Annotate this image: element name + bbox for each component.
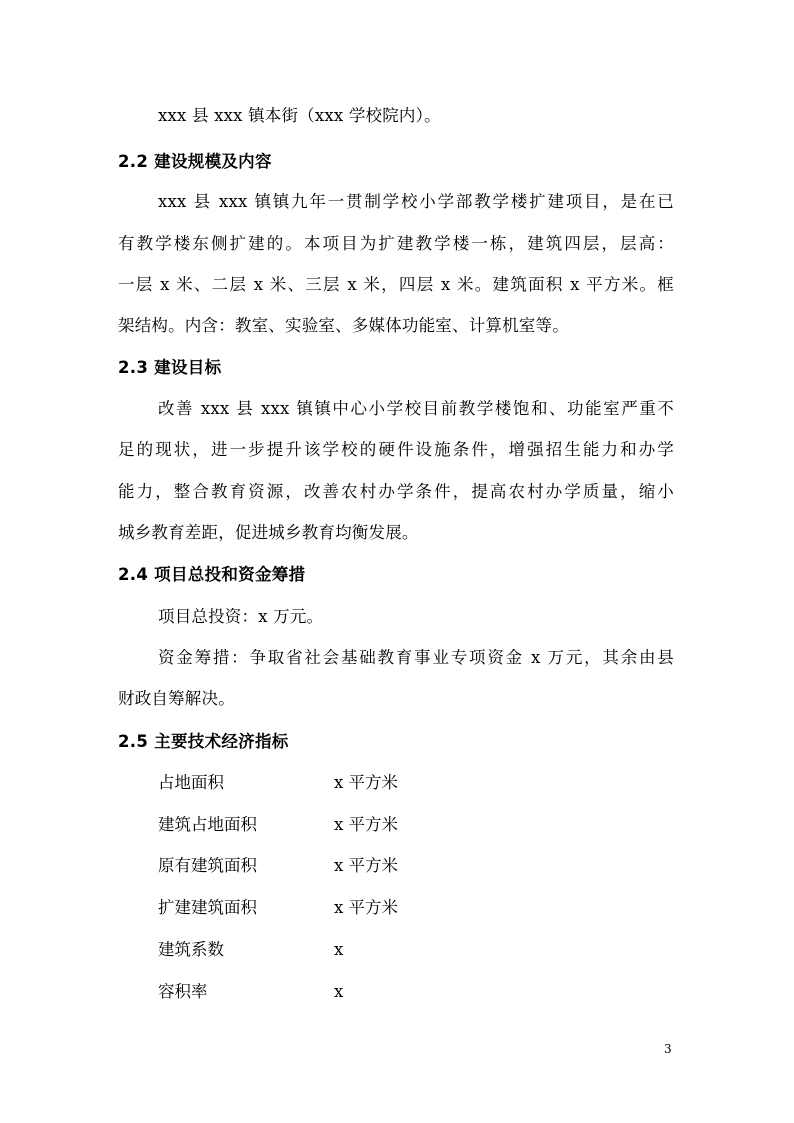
scale-line-1: xxx 县 xxx 镇镇九年一贯制学校小学部教学楼扩建项目，是在已: [158, 192, 674, 211]
indicator-value: x 平方米: [334, 815, 399, 834]
heading-2-4: 2.4 项目总投和资金筹措: [118, 565, 306, 584]
goal-line-4: 城乡教育差距，促进城乡教育均衡发展。: [118, 523, 419, 542]
indicator-label: 容积率: [158, 982, 208, 1001]
indicator-value: x: [334, 940, 344, 959]
heading-2-3: 2.3 建设目标: [118, 358, 222, 377]
heading-2-2: 2.2 建设规模及内容: [118, 152, 272, 171]
goal-line-3: 能力，整合教育资源，改善农村办学条件，提高农村办学质量，缩小: [118, 482, 674, 501]
indicator-value: x 平方米: [334, 773, 399, 792]
indicator-label: 原有建筑面积: [158, 856, 257, 875]
indicator-label: 占地面积: [158, 773, 224, 792]
indicator-value: x: [334, 982, 344, 1001]
indicator-value: x 平方米: [334, 856, 399, 875]
funding-line-1: 资金筹措：争取省社会基础教育事业专项资金 x 万元，其余由县: [158, 648, 674, 667]
funding-line-2: 财政自筹解决。: [118, 689, 235, 708]
scale-line-2: 有教学楼东侧扩建的。本项目为扩建教学楼一栋，建筑四层，层高：: [118, 234, 674, 253]
page-number: 3: [664, 1042, 672, 1056]
scale-line-3: 一层 x 米、二层 x 米、三层 x 米，四层 x 米。建筑面积 x 平方米。框: [118, 275, 674, 294]
investment-total: 项目总投资：x 万元。: [158, 607, 324, 626]
goal-line-1: 改善 xxx 县 xxx 镇镇中心小学校目前教学楼饱和、功能室严重不: [158, 399, 674, 418]
indicator-label: 建筑系数: [158, 940, 224, 959]
indicator-label: 建筑占地面积: [158, 815, 257, 834]
indicator-label: 扩建建筑面积: [158, 898, 257, 917]
scale-line-4: 架结构。内含：教室、实验室、多媒体功能室、计算机室等。: [118, 316, 569, 335]
heading-2-5: 2.5 主要技术经济指标: [118, 732, 289, 751]
address-line: xxx 县 xxx 镇本街（xxx 学校院内）。: [158, 106, 441, 125]
goal-line-2: 足的现状，进一步提升该学校的硬件设施条件，增强招生能力和办学: [118, 440, 674, 459]
indicator-value: x 平方米: [334, 898, 399, 917]
